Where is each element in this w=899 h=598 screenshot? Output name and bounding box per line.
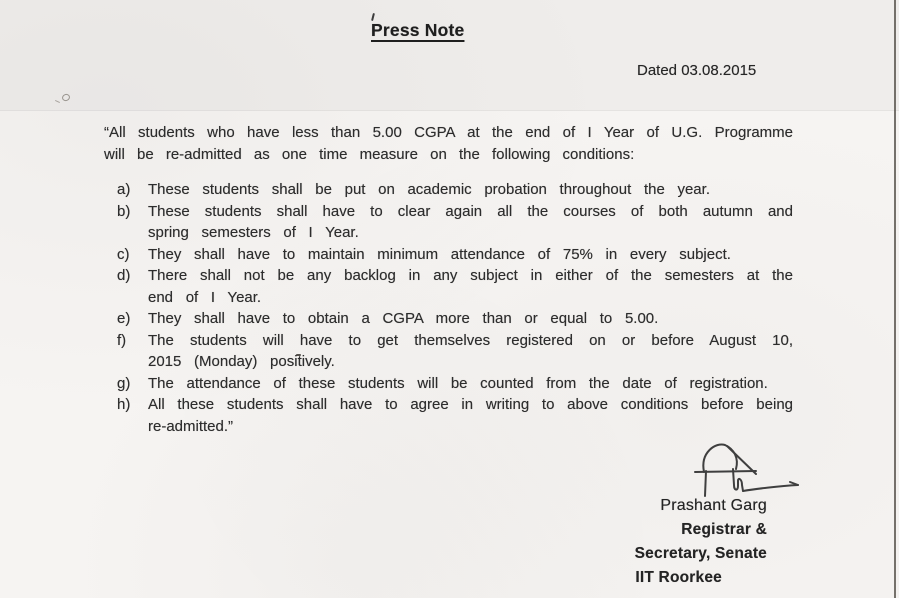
- conditions-list: [117, 179, 793, 437]
- condition-item-c: [117, 244, 793, 266]
- condition-label: c): [117, 245, 130, 263]
- condition-item-a: [117, 179, 793, 201]
- page-title: Press Note: [371, 20, 465, 40]
- signatory-designation: Registrar &: [681, 521, 767, 538]
- condition-text: They shall have to obtain a CGPA more than or equal to 5.00.: [148, 310, 659, 327]
- condition-item-f: [117, 330, 793, 373]
- signature-block: [635, 494, 767, 590]
- condition-label: e): [117, 310, 131, 327]
- condition-text: All these students shall have to agree in writing to above conditions before being re-admitted.”: [148, 396, 793, 435]
- condition-item-b: [117, 201, 793, 244]
- condition-text: There shall not be any backlog in any subject in either of the semesters at the end of I Year.: [148, 267, 793, 306]
- condition-text: The students will have to get themselves registered on or before August 10, 2015 (Monday) positively.: [148, 331, 793, 370]
- signatory-name: Prashant Garg: [660, 497, 767, 514]
- condition-label: f): [117, 331, 127, 349]
- scan-edge-line: [894, 0, 896, 598]
- condition-label: g): [117, 374, 131, 392]
- condition-label: b): [117, 202, 131, 220]
- condition-item-d: [117, 265, 793, 308]
- scan-artifact-band: [0, 0, 899, 111]
- condition-item-g: [117, 373, 793, 395]
- condition-item-h: [117, 394, 793, 437]
- condition-label: a): [117, 181, 131, 198]
- signatory-designation: Secretary, Senate: [634, 545, 767, 562]
- condition-text: These students shall have to clear again all the courses of both autumn and spring semesters of I Year.: [148, 202, 793, 241]
- intro-paragraph: “All students who have less than 5.00 CGPA at the end of I Year of U.G. Programme will be re-admitted as one time measure on the following conditions:: [104, 124, 793, 163]
- condition-text: These students shall be put on academic probation throughout the year.: [148, 181, 710, 198]
- condition-label: h): [117, 396, 131, 413]
- condition-text: They shall have to maintain minimum attendance of 75% in every subject.: [148, 245, 731, 263]
- signatory-institute: IIT Roorkee: [635, 569, 722, 586]
- condition-text: The attendance of these students will be counted from the date of registration.: [148, 374, 768, 392]
- condition-item-e: [117, 308, 793, 330]
- signature-scribble: [692, 440, 807, 498]
- condition-label: d): [117, 267, 131, 284]
- date-line: Dated 03.08.2015: [637, 62, 757, 79]
